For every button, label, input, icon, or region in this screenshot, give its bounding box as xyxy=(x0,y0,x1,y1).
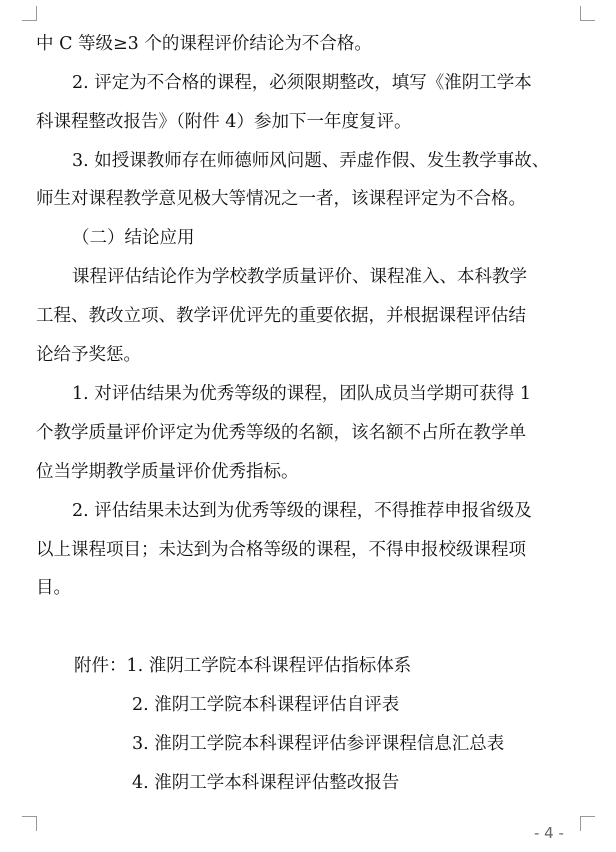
text-line: 2. 评估结果未达到为优秀等级的课程，不得推荐申报省级及 xyxy=(72,501,532,521)
text-line: 3. 如授课教师存在师德师风问题、弄虚作假、发生教学事故、 xyxy=(72,151,550,171)
page-number: - 4 - xyxy=(534,824,564,842)
text-line: 1. 对评估结果为优秀等级的课程，团队成员当学期可获得 1 xyxy=(72,384,531,404)
text-line: 目。 xyxy=(36,578,71,598)
corner-mark-top-left xyxy=(22,6,37,21)
text-line: 师生对课程教学意见极大等情况之一者，该课程评定为不合格。 xyxy=(36,189,526,209)
text-line: 个教学质量评价评定为优秀等级的名额，该名额不占所在教学单 xyxy=(36,423,526,443)
text-line: 位当学期教学质量评价优秀指标。 xyxy=(36,462,299,482)
section-heading: （二）结论应用 xyxy=(72,228,195,248)
attachment-list xyxy=(74,654,411,678)
text-line: 以上课程项目；未达到为合格等级的课程，不得申报校级课程项 xyxy=(36,540,526,560)
corner-mark-top-right xyxy=(580,6,595,21)
text-line: 论给予奖惩。 xyxy=(36,345,141,365)
attachment-label: 附件： xyxy=(74,656,127,676)
attachment-item: 1. 淮阴工学院本科课程评估指标体系 xyxy=(126,656,412,676)
text-line: 课程评估结论作为学校教学质量评价、课程准入、本科教学 xyxy=(72,267,527,287)
corner-mark-bottom-left xyxy=(22,816,37,831)
attachment-item: 3. 淮阴工学院本科课程评估参评课程信息汇总表 xyxy=(132,734,505,754)
text-line: 工程、教改立项、教学评优评先的重要依据，并根据课程评估结 xyxy=(36,306,526,326)
attachment-item: 4. 淮阴工学本科课程评估整改报告 xyxy=(132,773,400,793)
corner-mark-bottom-right xyxy=(580,816,595,831)
text-line: 科课程整改报告》（附件 4）参加下一年度复评。 xyxy=(36,112,412,132)
attachment-item: 2. 淮阴工学院本科课程评估自评表 xyxy=(132,695,400,715)
text-line: 中 C 等级≥3 个的课程评价结论为不合格。 xyxy=(36,34,372,54)
text-line: 2. 评定为不合格的课程，必须限期整改，填写《淮阴工学本 xyxy=(72,73,532,93)
